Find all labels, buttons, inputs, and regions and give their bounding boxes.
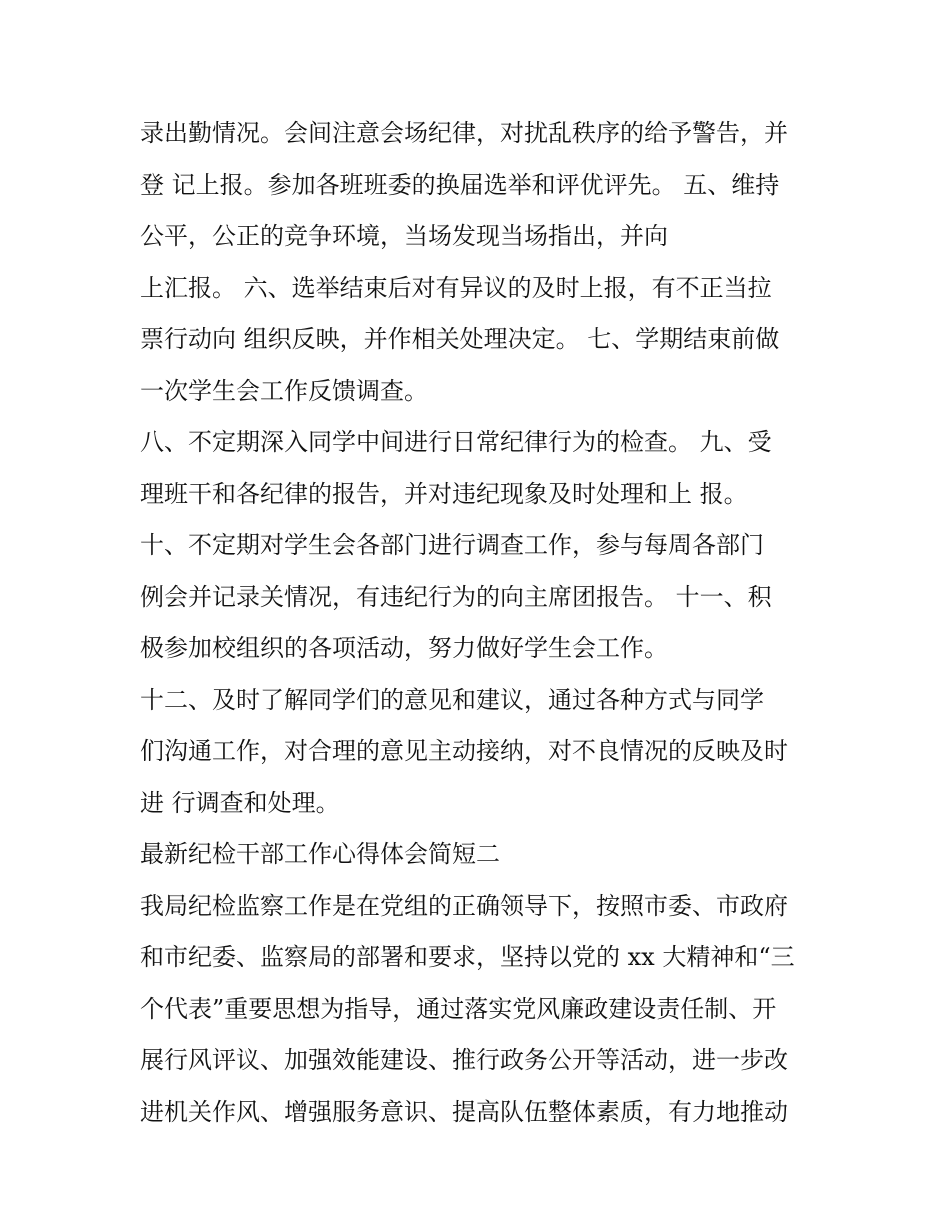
text-line: 理班干和各纪律的报告，并对违纪现象及时处理和上 报。 [140,479,748,508]
text-line: 录出勤情况。会间注意会场纪律，对扰乱秩序的给予警告，并 [140,119,788,147]
text-line: 进 行调查和处理。 [140,788,340,817]
text-line: 登 记上报。参加各班班委的换届选举和评优评先。 五、维持 [140,170,780,199]
section-heading: 最新纪检干部工作心得体会简短二 [140,840,500,868]
text-line: 十、不定期对学生会各部门进行调查工作，参与每周各部门 [140,531,764,559]
text-line: 和市纪委、监察局的部署和要求，坚持以党的 xx 大精神和“三 [140,943,795,971]
text-line: 一次学生会工作反馈调查。 [140,376,428,405]
text-line: 们沟通工作，对合理的意见主动接纳，对不良情况的反映及时 [140,737,788,765]
text-line: 个代表”重要思想为指导，通过落实党风廉政建设责任制、开 [140,994,777,1023]
text-line: 展行风评议、加强效能建设、推行政务公开等活动，进一步改 [140,1046,788,1074]
text-line: 票行动向 组织反映，并作相关处理决定。 七、学期结束前做 [140,325,780,353]
text-line: 公平，公正的竞争环境，当场发现当场指出，并向 [140,222,668,250]
text-line: 我局纪检监察工作是在党组的正确领导下，按照市委、市政府 [140,891,788,920]
text-line: 八、不定期深入同学中间进行日常纪律行为的检查。 九、受 [140,428,772,456]
text-line: 上汇报。 六、选举结束后对有异议的及时上报，有不正当拉 [140,273,772,302]
text-line: 进机关作风、增强服务意识、提高队伍整体素质，有力地推动 [140,1097,788,1126]
text-line: 极参加校组织的各项活动，努力做好学生会工作。 [140,634,668,662]
text-line: 例会并记录关情况，有违纪行为的向主席团报告。 十一、积 [140,582,772,611]
document-body [140,108,820,1138]
text-line: 十二、及时了解同学们的意见和建议，通过各种方式与同学 [140,685,764,714]
